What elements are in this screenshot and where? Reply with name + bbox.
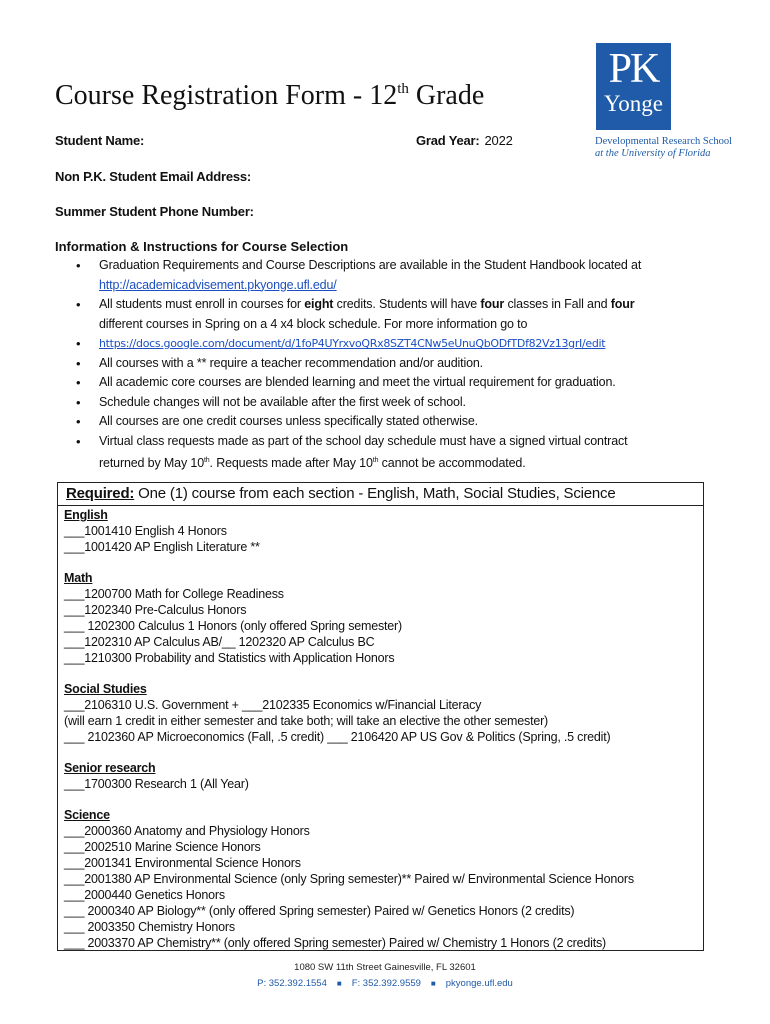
course-option[interactable]: ___2001380 AP Environmental Science (only Spring semester)** Paired w/ Environmental Science Honors (64, 872, 634, 886)
list-item (75, 334, 715, 354)
course-option[interactable]: ___1210300 Probability and Statistics with Application Honors (64, 651, 395, 665)
required-heading: Required: One (1) course from each section - English, Math, Social Studies, Science (66, 485, 616, 502)
instructions-heading: Information & Instructions for Course Selection (55, 239, 349, 254)
course-option[interactable]: ___2000360 Anatomy and Physiology Honors (64, 824, 310, 838)
logo-pk-text: PK (608, 46, 659, 92)
footer-fax: F: 352.392.9559 (351, 978, 421, 989)
logo-university: at the University of Florida (595, 148, 711, 159)
course-option[interactable]: ___2001341 Environmental Science Honors (64, 856, 301, 870)
course-option[interactable]: ___2106310 U.S. Government + ___2102335 Economics w/Financial Literacy (64, 698, 482, 712)
course-option[interactable]: ___ 2000340 AP Biology** (only offered Spring semester) Paired w/ Genetics Honors (2 credits) (64, 904, 575, 918)
footer-address: 1080 SW 11th Street Gainesville, FL 32601 (294, 962, 476, 973)
english-section: English ___1001410 English 4 Honors ___1001420 AP English Literature ** (64, 508, 260, 554)
list-item: • All courses are one credit courses unless specifically stated otherwise. (75, 412, 715, 432)
logo-yonge-text: Yonge (603, 91, 664, 116)
list-item: • All students must enroll in courses for eight credits. Students will have four classes in Fall and four different courses in Spring on a 4 x4 block schedule. For more information go to (75, 295, 715, 334)
phone-field[interactable]: Summer Student Phone Number: (55, 204, 254, 219)
required-courses-box (57, 482, 704, 951)
course-option[interactable]: ___ 1202300 Calculus 1 Honors (only offered Spring semester) (64, 619, 402, 633)
list-item: • Schedule changes will not be available after the first week of school. (75, 393, 715, 413)
divider (58, 505, 703, 506)
grad-year-field[interactable]: Grad Year: 2022 (416, 133, 513, 148)
math-section: Math ___1200700 Math for College Readiness ___1202340 Pre-Calculus Honors ___ 1202300 Calculus 1 Honors (only offered Spring semester) ___1202310 AP Calculus AB/__ 1202320 AP Calculus BC ___1210300 Probability and Statistics with Application Honors (64, 571, 402, 665)
course-option[interactable]: ___ 2003370 AP Chemistry** (only offered Spring semester) Paired w/ Chemistry 1 Honors (2 credits) (64, 936, 606, 950)
course-option[interactable]: ___1700300 Research 1 (All Year) (64, 777, 249, 791)
list-item: • Graduation Requirements and Course Descriptions are available in the Student Handbook located at http://academicadvisement.pkyonge.ufl.edu/ (75, 256, 715, 295)
course-option[interactable]: ___1001410 English 4 Honors (64, 524, 227, 538)
social-studies-section: Social Studies ___2106310 U.S. Government + ___2102335 Economics w/Financial Literacy (will earn 1 credit in either semester and take both; will take an elective the other semester) ___ 2102360 AP Microeconomics (Fall, .5 credit) ___ 2106420 AP US Gov & Politics (Spring, .5 credit) (64, 682, 611, 744)
list-item: • All academic core courses are blended learning and meet the virtual requirement for graduation. (75, 373, 715, 393)
instructions-list (75, 256, 715, 474)
course-note: (will earn 1 credit in either semester and take both; will take an elective the other semester) (64, 714, 549, 728)
student-name-field[interactable]: Student Name: (55, 133, 145, 148)
course-option[interactable]: ___ 2003350 Chemistry Honors (64, 920, 235, 934)
science-section: Science ___2000360 Anatomy and Physiology Honors ___2002510 Marine Science Honors ___2001341 Environmental Science Honors ___2001380 AP Environmental Science (only Spring semester)** Paired w/ Environmental Science Honors ___2000440 Genetics Honors ___ 2000340 AP Biology** (only offered Spring semester) Paired w/ Genetics Honors (2 credits) ___ 2003350 Chemistry Honors ___ 2003370 AP Chemistry** (only offered Spring semester) Paired w/ Chemistry 1 Honors (2 credits) (64, 808, 634, 950)
footer-contact: P: 352.392.1554 ■ F: 352.392.9559 ■ pkyonge.ufl.edu (257, 978, 513, 989)
logo-school-name: Developmental Research School (595, 136, 733, 147)
list-item: • Virtual class requests made as part of the school day schedule must have a signed virtual contract returned by May 10th. Requests made after May 10th cannot be accommodated. (75, 432, 715, 474)
course-option[interactable]: ___ 2102360 AP Microeconomics (Fall, .5 credit) ___ 2106420 AP US Gov & Politics (Spring, .5 credit) (64, 730, 611, 744)
course-option[interactable]: ___2000440 Genetics Honors (64, 888, 225, 902)
course-option[interactable]: ___1202340 Pre-Calculus Honors (64, 603, 247, 617)
list-item: • All courses with a ** require a teacher recommendation and/or audition. (75, 354, 715, 374)
page-title: Course Registration Form - 12th Grade (55, 80, 485, 111)
course-option[interactable]: ___2002510 Marine Science Honors (64, 840, 261, 854)
schedule-doc-link[interactable]: https://docs.google.com/document/d/1foP4UYrxvoQRx8SZT4CNw5eUnuQbODfTDf82Vz13grI/edit (99, 337, 606, 350)
course-option[interactable]: ___1001420 AP English Literature ** (64, 540, 260, 554)
grad-year-value: 2022 (484, 133, 513, 148)
senior-research-section: Senior research ___1700300 Research 1 (All Year) (64, 761, 249, 791)
footer-phone: P: 352.392.1554 (257, 978, 327, 989)
pk-yonge-logo (596, 43, 671, 130)
course-option[interactable]: ___1202310 AP Calculus AB/__ 1202320 AP Calculus BC (64, 635, 375, 649)
course-option[interactable]: ___1200700 Math for College Readiness (64, 587, 284, 601)
handbook-link[interactable]: http://academicadvisement.pkyonge.ufl.edu/ (99, 277, 337, 292)
email-field[interactable]: Non P.K. Student Email Address: (55, 169, 252, 184)
footer-website[interactable]: pkyonge.ufl.edu (445, 978, 513, 989)
